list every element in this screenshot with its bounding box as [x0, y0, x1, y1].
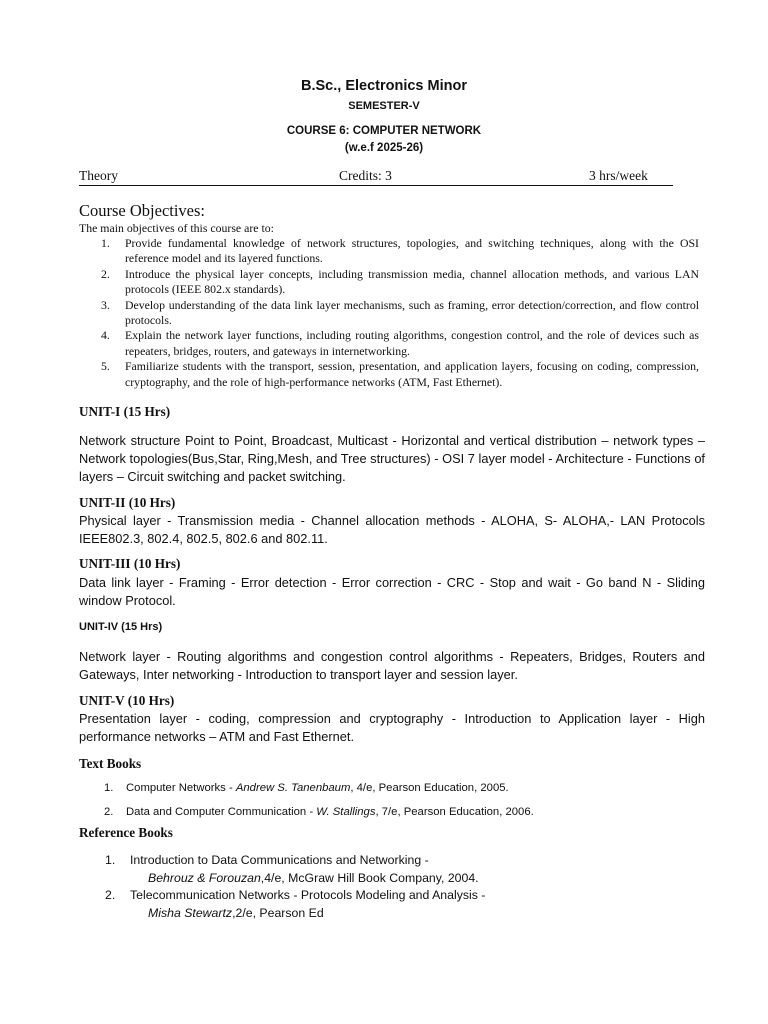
- textbook-author: Andrew S. Tanenbaum: [235, 782, 351, 794]
- unit-2-body: Physical layer - Transmission media - Channel allocation methods - ALOHA, S- ALOHA,- LAN Protocols IEEE802.3, 802.4, 802.5, 802.6 and 802.11.: [79, 513, 705, 546]
- reference-details: ,4/e, McGraw Hill Book Company, 2004.: [260, 870, 479, 885]
- objectives-heading: Course Objectives:: [79, 201, 206, 220]
- semester-label: SEMESTER-V: [348, 100, 420, 112]
- objective-text: Introduce the physical layer concepts, including transmission media, channel allocation methods, and various LAN protocols (IEEE 802.x standards).: [125, 266, 699, 297]
- unit-5-heading: UNIT-V (10 Hrs): [79, 693, 175, 708]
- unit-1-heading: UNIT-I (15 Hrs): [79, 404, 171, 419]
- unit-4-heading: UNIT-IV (15 Hrs): [79, 621, 163, 633]
- effective-from-label: (w.e.f 2025-26): [344, 142, 424, 154]
- reference-number: 2.: [105, 888, 116, 902]
- objective-item: [79, 298, 699, 329]
- objectives-intro: The main objectives of this course are to:: [79, 221, 274, 235]
- objective-number: 3.: [101, 297, 110, 312]
- reference-number: 1.: [105, 853, 116, 867]
- textbook-title: Computer Networks -: [126, 782, 236, 794]
- credits-label: Credits: 3: [339, 168, 392, 183]
- textbook-author: W. Stallings: [316, 806, 376, 818]
- objective-number: 1.: [101, 236, 110, 250]
- objective-number: 2.: [101, 266, 110, 281]
- reference-item: [79, 887, 485, 922]
- textbooks-list: [79, 782, 534, 830]
- reference-title: Introduction to Data Communications and Networking -: [130, 853, 429, 867]
- objective-item: [79, 328, 699, 359]
- reference-author-line: [130, 905, 485, 923]
- unit-1-body: Network structure Point to Point, Broadcast, Multicast - Horizontal and vertical distribution – network types – Network topologies(Bus,Star, Ring,Mesh, and Tree structures) - OSI 7 layer model - Architecture - Functions of layers – Circuit switching and packet switching.: [79, 433, 705, 484]
- reference-books-heading: Reference Books: [79, 825, 173, 840]
- unit-3-body: Data link layer - Framing - Error detection - Error correction - CRC - Stop and wait - Go band N - Sliding window Protocol.: [79, 575, 705, 608]
- reference-author: Misha Stewartz: [148, 905, 233, 920]
- objective-item: [79, 359, 699, 390]
- objective-text: Familiarize students with the transport, session, presentation, and application layers, focusing on coding, compression, cryptography, and the role of high-performance networks (ATM, Fast Ethernet).: [125, 359, 699, 389]
- reference-author: Behrouz & Forouzan: [148, 870, 261, 885]
- hours-label: 3 hrs/week: [589, 168, 648, 183]
- unit-3-heading: UNIT-III (10 Hrs): [79, 556, 181, 571]
- reference-item: [79, 852, 485, 887]
- reference-details: ,2/e, Pearson Ed: [232, 905, 324, 920]
- reference-author-line: [130, 870, 485, 888]
- textbooks-heading: Text Books: [79, 756, 142, 771]
- reference-title: Telecommunication Networks - Protocols Modeling and Analysis -: [130, 888, 486, 902]
- objective-number: 4.: [101, 328, 110, 343]
- objective-item: [79, 236, 699, 267]
- unit-5-body: Presentation layer - coding, compression and cryptography - Introduction to Application layer - High performance networks – ATM and Fast Ethernet.: [79, 711, 705, 744]
- textbook-details: , 7/e, Pearson Education, 2006.: [375, 806, 534, 818]
- course-title: COURSE 6: COMPUTER NETWORK: [286, 125, 482, 137]
- course-meta-row: [79, 168, 673, 186]
- textbook-number: 2.: [104, 806, 114, 818]
- unit-2-heading: UNIT-II (10 Hrs): [79, 495, 176, 510]
- textbook-item: [79, 782, 534, 806]
- textbook-details: , 4/e, Pearson Education, 2005.: [350, 782, 509, 794]
- unit-4-body: Network layer - Routing algorithms and congestion control algorithms - Repeaters, Bridges, Routers and Gateways, Inter networking - Introduction to transport layer and session layer.: [79, 649, 705, 682]
- textbook-title: Data and Computer Communication -: [126, 806, 317, 818]
- textbook-number: 1.: [104, 782, 114, 794]
- theory-label: Theory: [79, 168, 118, 183]
- document-title: B.Sc., Electronics Minor: [301, 78, 467, 94]
- objective-text: Explain the network layer functions, including routing algorithms, congestion control, and the role of devices such as repeaters, bridges, routers, and gateways in internetworking.: [125, 328, 699, 358]
- objective-text: Develop understanding of the data link layer mechanisms, such as framing, error detection/correction, and flow control protocols.: [125, 297, 699, 328]
- objective-number: 5.: [101, 359, 110, 374]
- reference-books-list: [79, 852, 485, 922]
- objective-item: [79, 267, 699, 298]
- objectives-list: [79, 236, 699, 390]
- objective-text: Provide fundamental knowledge of network structures, topologies, and switching techniques, along with the OSI reference model and its layered functions.: [125, 236, 699, 266]
